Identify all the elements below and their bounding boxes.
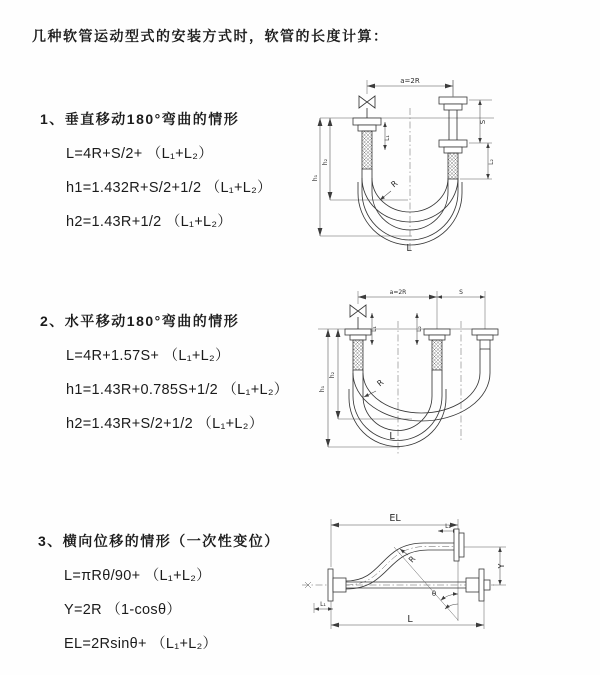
formula-h1: h1=1.432R+S/2+1/2 （L₁+L₂）	[66, 180, 272, 196]
svg-text:L₂: L₂	[416, 326, 423, 332]
svg-text:L₂: L₂	[488, 159, 495, 165]
svg-text:S: S	[459, 289, 463, 296]
diagram-lateral-displacement	[298, 503, 600, 648]
dimension-stroke-s	[469, 100, 492, 143]
dimension-l1-bottom	[314, 601, 333, 613]
section-horizontal-movement	[40, 311, 325, 433]
formula-h1: h1=1.43R+0.785S+1/2 （L₁+L₂）	[66, 382, 289, 398]
right-pipe	[439, 80, 467, 179]
svg-text:R: R	[406, 554, 418, 565]
dimension-span	[367, 77, 453, 96]
dimension-l2	[460, 143, 495, 179]
svg-text:θ: θ	[431, 590, 437, 598]
formula-el: EL=2Rsinθ+ （L₁+L₂）	[64, 636, 218, 652]
dimension-l2	[416, 313, 423, 345]
formula-h2: h2=1.43R+S/2+1/2 （L₁+L₂）	[66, 416, 264, 432]
formula-y: Y=2R （1-cosθ）	[64, 602, 182, 618]
svg-text:R: R	[389, 178, 400, 190]
valve-icon	[350, 305, 366, 329]
section-1-heading: 1、垂直移动180°弯曲的情形	[40, 111, 240, 127]
length-label: L	[389, 431, 395, 442]
section-lateral-displacement	[38, 531, 323, 653]
section-2-heading: 2、水平移动180°弯曲的情形	[40, 313, 240, 329]
svg-text:L₁: L₁	[384, 135, 391, 141]
dimension-l1	[371, 313, 378, 345]
svg-text:a=2R: a=2R	[389, 289, 407, 296]
formula-length: L=πRθ/90+ （L₁+L₂）	[64, 568, 211, 584]
middle-flange	[424, 329, 450, 370]
left-flange	[345, 329, 371, 370]
left-flange	[353, 118, 381, 169]
svg-text:Y: Y	[497, 563, 506, 569]
svg-text:L₁: L₁	[445, 523, 451, 530]
dimension-length	[331, 601, 484, 629]
svg-text:h₂: h₂	[329, 371, 336, 379]
radius-label	[364, 378, 386, 397]
svg-text:R: R	[375, 377, 386, 389]
formula-length: L=4R+S/2+ （L₁+L₂）	[66, 146, 214, 162]
svg-text:S: S	[479, 119, 487, 125]
upper-flange	[454, 529, 464, 561]
hose-u-bend	[349, 349, 490, 447]
diagram-vertical-180-bend	[312, 72, 600, 257]
section-3-heading: 3、横向位移的情形（一次性变位）	[38, 533, 280, 549]
svg-text:L₁: L₁	[371, 326, 378, 332]
diagram-horizontal-180-bend	[312, 283, 600, 465]
svg-text:h₁: h₁	[312, 174, 319, 182]
svg-text:L₁: L₁	[320, 601, 326, 608]
svg-text:h₂: h₂	[322, 158, 329, 166]
dimension-l1	[384, 122, 391, 150]
dimension-stroke-s	[437, 289, 485, 297]
page-title: 几种软管运动型式的安装方式时，软管的长度计算：	[32, 28, 389, 44]
right-flange	[472, 329, 498, 349]
section-vertical-movement	[40, 109, 325, 231]
angle-theta	[394, 547, 458, 620]
right-flange	[466, 569, 490, 601]
dimension-el	[331, 513, 458, 621]
radius-label	[380, 179, 400, 200]
formula-length: L=4R+1.57S+ （L₁+L₂）	[66, 348, 230, 364]
svg-text:L: L	[407, 614, 413, 625]
length-label: L	[406, 243, 412, 254]
svg-text:a=2R: a=2R	[400, 77, 420, 85]
valve-icon	[359, 96, 375, 118]
left-flange	[328, 569, 346, 601]
svg-text:h₁: h₁	[319, 385, 326, 393]
svg-text:EL: EL	[389, 513, 401, 524]
formula-h2: h2=1.43R+1/2 （L₁+L₂）	[66, 214, 233, 230]
dimension-span	[358, 289, 485, 329]
